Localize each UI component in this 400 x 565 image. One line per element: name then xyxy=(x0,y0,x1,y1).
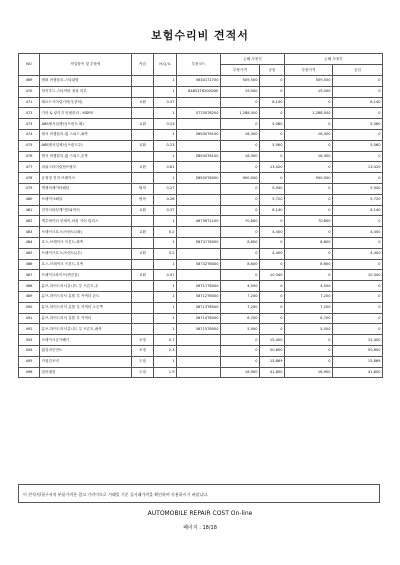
row-before-labor: 50,600 xyxy=(260,345,285,356)
table-row xyxy=(19,270,383,281)
row-no: 475 xyxy=(19,140,40,151)
row-hqs: 0.26 xyxy=(154,194,177,205)
row-part-code xyxy=(177,367,221,378)
row-hqs: 1 xyxy=(154,237,177,248)
row-no: 487 xyxy=(19,270,40,281)
row-after-parts-price: 4,500 xyxy=(285,281,333,292)
row-before-parts-price: 6,700 xyxy=(221,313,260,324)
row-item: 브레이크공기빼기 xyxy=(40,335,132,346)
row-before-parts-price: 0 xyxy=(221,183,260,194)
row-part-code: 58732T6000 xyxy=(177,259,221,270)
table-row xyxy=(19,237,383,248)
row-after-labor: 15,869 xyxy=(333,356,383,367)
row-after-parts-price: 8,600 xyxy=(285,237,333,248)
row-item: 호스-브레이크 프론트,좌측 xyxy=(40,237,132,248)
document-title: 보험수리비 견적서 xyxy=(151,29,249,42)
row-part-code xyxy=(177,248,221,259)
row-after-parts-price: 0 xyxy=(285,183,333,194)
row-part-code: 58712T6000 xyxy=(177,291,221,302)
row-after-labor: 41,800 xyxy=(333,367,383,378)
row-after-parts-price: 8,600 xyxy=(285,259,333,270)
row-after-labor: 0 xyxy=(333,129,383,140)
row-before-labor: 4,400 xyxy=(260,227,285,238)
row-after-parts-price: 0 xyxy=(285,194,333,205)
row-part-code: 58713T6000 xyxy=(177,302,221,313)
table-row xyxy=(19,227,383,238)
row-after-parts-price: 7,200 xyxy=(285,302,333,313)
row-after-labor: 8,140 xyxy=(333,205,383,216)
row-before-parts-price: 0 xyxy=(221,140,260,151)
row-no: 485 xyxy=(19,248,40,259)
row-no: 476 xyxy=(19,151,40,162)
row-before-labor: 15,400 xyxy=(260,335,285,346)
header-work: 작업 xyxy=(132,54,154,76)
row-no: 496 xyxy=(19,367,40,378)
row-part-code: 58711T6000 xyxy=(177,281,221,292)
row-after-labor: 5,940 xyxy=(333,183,383,194)
row-hqs: 0.23 xyxy=(154,119,177,130)
estimate-table-body xyxy=(19,76,383,378)
row-after-labor: 50,600 xyxy=(333,345,383,356)
row-hqs: 0.27 xyxy=(154,183,177,194)
row-after-parts-price: 0 xyxy=(285,345,333,356)
row-before-labor: 0 xyxy=(260,76,285,87)
table-row xyxy=(19,86,383,97)
row-hqs: 0.37 xyxy=(154,205,177,216)
row-no: 469 xyxy=(19,76,40,87)
row-work: 도장 xyxy=(132,367,154,378)
row-work xyxy=(132,237,154,248)
row-before-labor: 8,140 xyxy=(260,205,285,216)
row-part-code xyxy=(177,356,221,367)
row-no: 488 xyxy=(19,281,40,292)
row-before-parts-price: 70,800 xyxy=(221,216,260,227)
header-before-group: 손해 사정전 xyxy=(221,54,285,65)
row-item: 기어 & 링키지 어셈블리 - MDPS xyxy=(40,108,132,119)
row-before-parts-price: 7,200 xyxy=(221,302,260,313)
row-part-code xyxy=(177,162,221,173)
row-after-labor: 0 xyxy=(333,151,383,162)
row-before-labor: 5,720 xyxy=(260,194,285,205)
row-after-parts-price: 509,500 xyxy=(285,76,333,87)
row-work xyxy=(132,76,154,87)
row-part-code: 84852T6200DUE xyxy=(177,86,221,97)
row-before-parts-price: 0 xyxy=(221,356,260,367)
row-item: 전자식파킹케이블와이어 xyxy=(40,205,132,216)
row-part-code: 58930T6100 xyxy=(177,129,221,140)
row-item: 튜브-하이드라닉 유틀 투 커넥터 xyxy=(40,313,132,324)
table-row xyxy=(19,205,383,216)
table-row xyxy=(19,216,383,227)
table-row xyxy=(19,335,383,346)
row-part-code: 58940T6100 xyxy=(177,151,221,162)
row-before-labor: 0 xyxy=(260,313,285,324)
row-hqs: 1 xyxy=(154,76,177,87)
header-code: 부품코드 xyxy=(177,54,221,76)
row-work: 조정 xyxy=(132,335,154,346)
row-hqs: 1 xyxy=(154,129,177,140)
row-before-parts-price: 16,300 xyxy=(221,129,260,140)
row-no: 489 xyxy=(19,291,40,302)
header-after-labor: 공임 xyxy=(333,65,383,76)
row-before-labor: 0 xyxy=(260,281,285,292)
row-hqs: 2.3 xyxy=(154,345,177,356)
row-before-labor: 0 xyxy=(260,237,285,248)
row-item: 센서 어셈블리-휠 스피드,우측 xyxy=(40,151,132,162)
row-part-code: 58731T6000 xyxy=(177,237,221,248)
row-hqs: 1 xyxy=(154,313,177,324)
row-after-labor: 0 xyxy=(333,291,383,302)
row-item: ABS센서일체선(프런트우) xyxy=(40,140,132,151)
row-work xyxy=(132,281,154,292)
table-row xyxy=(19,259,383,270)
header-item: 작업항목 및 부품명 xyxy=(40,54,132,76)
row-after-labor: 0 xyxy=(333,76,383,87)
row-before-labor: 13,420 xyxy=(260,162,285,173)
row-hqs: 1 xyxy=(154,86,177,97)
row-after-parts-price: 0 xyxy=(285,248,333,259)
row-item: 파워스티어링펌프탈부 xyxy=(40,162,132,173)
row-part-code: 58500T6000 xyxy=(177,173,221,184)
row-hqs: 0.47 xyxy=(154,270,177,281)
table-row xyxy=(19,291,383,302)
row-after-parts-price: 19,000 xyxy=(285,86,333,97)
table-row xyxy=(19,119,383,130)
row-before-labor: 0 xyxy=(260,259,285,270)
row-item: 튜브-하이드라닉 유틀 투 커넥터 폰트 xyxy=(40,291,132,302)
row-before-labor: 0 xyxy=(260,302,285,313)
row-item: 브레이크호스(프런트)(좌) xyxy=(40,227,132,238)
row-before-parts-price: 0 xyxy=(221,205,260,216)
row-after-labor: 0 xyxy=(333,173,383,184)
row-item: 브레이크호스(프런트)(우) xyxy=(40,248,132,259)
row-before-labor: 15,869 xyxy=(260,356,285,367)
row-item: 레로드시어링기어(우현의) xyxy=(40,97,132,108)
row-work xyxy=(132,216,154,227)
row-work xyxy=(132,108,154,119)
row-after-labor: 13,420 xyxy=(333,162,383,173)
row-no: 486 xyxy=(19,259,40,270)
row-item: 휠얼라인먼트 xyxy=(40,345,132,356)
row-no: 495 xyxy=(19,356,40,367)
table-row xyxy=(19,194,383,205)
row-before-labor: 0 xyxy=(260,216,285,227)
row-before-parts-price: 0 xyxy=(221,227,260,238)
row-after-labor: 0 xyxy=(333,108,383,119)
row-after-parts-price: 16,300 xyxy=(285,129,333,140)
row-before-parts-price: 0 xyxy=(221,345,260,356)
row-part-code xyxy=(177,194,221,205)
row-before-labor: 0 xyxy=(260,86,285,97)
row-item: 범퍼 어셈블리-스타워범 xyxy=(40,76,132,87)
row-before-parts-price: 900,000 xyxy=(221,173,260,184)
row-item: 브레이크파이프(엔진룸) xyxy=(40,270,132,281)
row-after-labor: 5,060 xyxy=(333,119,383,130)
row-no: 473 xyxy=(19,119,40,130)
row-item: 호스-브레이크 프론트,우측 xyxy=(40,259,132,270)
row-part-code xyxy=(177,205,221,216)
row-work: 교환 xyxy=(132,162,154,173)
row-work: 조정 xyxy=(132,345,154,356)
row-part-code: 58715T6000 xyxy=(177,324,221,335)
row-hqs: 0.7 xyxy=(154,335,177,346)
row-no: 480 xyxy=(19,194,40,205)
row-after-labor: 5,060 xyxy=(333,140,383,151)
row-work xyxy=(132,151,154,162)
row-after-labor: 0 xyxy=(333,86,383,97)
row-item: 액셀러레이터페달 xyxy=(40,183,132,194)
row-work xyxy=(132,86,154,97)
row-hqs: 1 xyxy=(154,108,177,119)
row-after-parts-price: 5,000 xyxy=(285,324,333,335)
row-before-parts-price: 0 xyxy=(221,194,260,205)
header-after-group: 손해 사정후 xyxy=(285,54,383,65)
row-hqs: 1.9 xyxy=(154,367,177,378)
row-after-labor: 8,140 xyxy=(333,97,383,108)
row-after-labor: 5,720 xyxy=(333,194,383,205)
row-after-parts-price: 1,288,000 xyxy=(285,108,333,119)
table-row xyxy=(19,345,383,356)
row-before-labor: 0 xyxy=(260,151,285,162)
row-work xyxy=(132,173,154,184)
row-after-parts-price: 6,700 xyxy=(285,313,333,324)
row-item: 센서 어셈블리-휠 스피드,좌측 xyxy=(40,129,132,140)
row-before-labor: 0 xyxy=(260,291,285,302)
row-after-parts-price: 16,300 xyxy=(285,151,333,162)
row-no: 492 xyxy=(19,324,40,335)
row-no: 481 xyxy=(19,205,40,216)
row-after-labor: 0 xyxy=(333,324,383,335)
row-item: 튜브-하이드라닉 유틀 투 커넥터 오른쪽 xyxy=(40,302,132,313)
row-before-parts-price: 16,300 xyxy=(221,151,260,162)
table-row xyxy=(19,324,383,335)
row-after-labor: 4,400 xyxy=(333,227,383,238)
row-after-labor: 0 xyxy=(333,237,383,248)
row-hqs: 1 xyxy=(154,302,177,313)
table-row xyxy=(19,356,383,367)
row-after-parts-price: 0 xyxy=(285,162,333,173)
price-note: 이 견적서/청구서의 부품가격은 참고 가격이므로 거래일 기준 실거래가격을 확인하여 사용하시기 바랍니다. xyxy=(18,484,380,503)
table-row xyxy=(19,140,383,151)
row-work: 탈착 xyxy=(132,194,154,205)
row-after-labor: 0 xyxy=(333,259,383,270)
row-no: 472 xyxy=(19,108,40,119)
row-hqs: 1 xyxy=(154,281,177,292)
table-row xyxy=(19,248,383,259)
row-part-code: 57700T6200 xyxy=(177,108,221,119)
row-item: 튜브-하이드라닉유니트 투 프론트,우 xyxy=(40,281,132,292)
row-after-labor: 0 xyxy=(333,313,383,324)
row-no: 493 xyxy=(19,335,40,346)
row-no: 490 xyxy=(19,302,40,313)
row-item: 브레이크페달 xyxy=(40,194,132,205)
row-work xyxy=(132,302,154,313)
row-hqs: 0.23 xyxy=(154,140,177,151)
row-hqs: 1 xyxy=(154,173,177,184)
row-before-parts-price: 0 xyxy=(221,248,260,259)
row-work: 교환 xyxy=(132,270,154,281)
table-row xyxy=(19,76,383,87)
row-no: 483 xyxy=(19,227,40,238)
row-no: 479 xyxy=(19,183,40,194)
row-no: 478 xyxy=(19,173,40,184)
row-before-parts-price: 19,000 xyxy=(221,86,260,97)
table-row xyxy=(19,173,383,184)
row-before-parts-price: 0 xyxy=(221,97,260,108)
table-row xyxy=(19,281,383,292)
row-before-labor: 0 xyxy=(260,173,285,184)
row-after-labor: 10,340 xyxy=(333,270,383,281)
row-before-parts-price: 5,000 xyxy=(221,324,260,335)
row-hqs: 0.2 xyxy=(154,248,177,259)
row-after-parts-price: 0 xyxy=(285,119,333,130)
header-no: NO xyxy=(19,54,40,76)
row-after-parts-price: 0 xyxy=(285,270,333,281)
row-part-code xyxy=(177,97,221,108)
row-before-parts-price: 0 xyxy=(221,270,260,281)
row-work: 도장 xyxy=(132,356,154,367)
row-before-parts-price: 0 xyxy=(221,162,260,173)
row-work: 교환 xyxy=(132,205,154,216)
row-after-parts-price: 900,000 xyxy=(285,173,333,184)
table-row xyxy=(19,151,383,162)
row-work xyxy=(132,129,154,140)
row-part-code: 46756T1100 xyxy=(177,216,221,227)
row-work: 교환 xyxy=(132,140,154,151)
row-work xyxy=(132,291,154,302)
row-part-code: 58714T6000 xyxy=(177,313,221,324)
table-row xyxy=(19,313,383,324)
row-item: 동절형 전자 브레이크 xyxy=(40,173,132,184)
row-after-parts-price: 0 xyxy=(285,335,333,346)
footer-label: AUTOMOBILE REPAIR COST On-line xyxy=(147,510,253,517)
row-item: 하이우드-스타이버 절성 하부 xyxy=(40,86,132,97)
row-item: ABS센서일체선(프런트 좌) xyxy=(40,119,132,130)
row-after-labor: 15,400 xyxy=(333,335,383,346)
row-after-labor: 0 xyxy=(333,302,383,313)
row-after-parts-price: 0 xyxy=(285,205,333,216)
row-hqs: 1 xyxy=(154,151,177,162)
estimate-table xyxy=(18,53,383,378)
row-after-parts-price: 16,900 xyxy=(285,367,333,378)
row-before-labor: 0 xyxy=(260,108,285,119)
row-item: 튜브-하이드라닉유니트 투 프론트,좌측 xyxy=(40,324,132,335)
header-after-parts-price: 부품가격 xyxy=(285,65,333,76)
row-before-labor: 5,940 xyxy=(260,183,285,194)
row-before-parts-price: 509,500 xyxy=(221,76,260,87)
row-hqs: 1 xyxy=(154,291,177,302)
row-part-code xyxy=(177,140,221,151)
row-hqs: 0.61 xyxy=(154,162,177,173)
row-after-labor: 4,400 xyxy=(333,248,383,259)
row-before-labor: 8,140 xyxy=(260,97,285,108)
row-hqs: 1 xyxy=(154,259,177,270)
row-work: 교환 xyxy=(132,227,154,238)
table-row xyxy=(19,108,383,119)
row-before-parts-price: 16,900 xyxy=(221,367,260,378)
row-work: 교환 xyxy=(132,119,154,130)
row-item: 가열건조비 xyxy=(40,356,132,367)
row-before-labor: 5,060 xyxy=(260,119,285,130)
row-before-parts-price: 7,200 xyxy=(221,291,260,302)
row-work: 탈착 xyxy=(132,183,154,194)
row-part-code: 56301T1700 xyxy=(177,76,221,87)
page-number: 페이지 : 18/18 xyxy=(183,525,217,531)
row-no: 477 xyxy=(19,162,40,173)
row-before-parts-price: 0 xyxy=(221,335,260,346)
row-no: 471 xyxy=(19,97,40,108)
row-no: 474 xyxy=(19,129,40,140)
row-before-parts-price: 0 xyxy=(221,119,260,130)
row-work xyxy=(132,324,154,335)
row-part-code xyxy=(177,119,221,130)
row-after-parts-price: 0 xyxy=(285,140,333,151)
row-no: 491 xyxy=(19,313,40,324)
row-work: 교환 xyxy=(132,248,154,259)
row-after-parts-price: 7,200 xyxy=(285,291,333,302)
row-after-parts-price: 0 xyxy=(285,227,333,238)
table-row xyxy=(19,129,383,140)
row-no: 482 xyxy=(19,216,40,227)
table-row xyxy=(19,183,383,194)
row-work xyxy=(132,313,154,324)
row-hqs: 1 xyxy=(154,356,177,367)
header-before-parts-price: 부품가격 xyxy=(221,65,260,76)
table-row xyxy=(19,302,383,313)
row-before-labor: 4,400 xyxy=(260,248,285,259)
row-before-labor: 41,800 xyxy=(260,367,285,378)
header-before-labor: 공임 xyxy=(260,65,285,76)
row-before-parts-price: 1,288,000 xyxy=(221,108,260,119)
header-hqs: H,Q,% xyxy=(154,54,177,76)
row-work: 교환 xyxy=(132,97,154,108)
row-work xyxy=(132,259,154,270)
table-row xyxy=(19,367,383,378)
row-before-parts-price: 8,600 xyxy=(221,237,260,248)
row-before-labor: 0 xyxy=(260,129,285,140)
row-hqs: 1 xyxy=(154,324,177,335)
row-after-parts-price: 0 xyxy=(285,356,333,367)
row-after-parts-price: 0 xyxy=(285,97,333,108)
row-before-labor: 5,060 xyxy=(260,140,285,151)
row-part-code xyxy=(177,183,221,194)
row-after-labor: 0 xyxy=(333,281,383,292)
row-item: 액추에이터 앗세이-파킹 기어 릴리스 xyxy=(40,216,132,227)
row-after-labor: 0 xyxy=(333,216,383,227)
row-no: 484 xyxy=(19,237,40,248)
row-part-code xyxy=(177,335,221,346)
row-before-labor: 10,340 xyxy=(260,270,285,281)
row-before-parts-price: 8,600 xyxy=(221,259,260,270)
row-before-parts-price: 4,500 xyxy=(221,281,260,292)
table-row xyxy=(19,162,383,173)
row-part-code xyxy=(177,270,221,281)
row-item: 컬러매칭 xyxy=(40,367,132,378)
row-before-labor: 0 xyxy=(260,324,285,335)
row-hqs: 1 xyxy=(154,216,177,227)
row-no: 470 xyxy=(19,86,40,97)
row-hqs: 0.2 xyxy=(154,227,177,238)
row-after-parts-price: 70,800 xyxy=(285,216,333,227)
row-part-code xyxy=(177,345,221,356)
row-part-code xyxy=(177,227,221,238)
row-no: 494 xyxy=(19,345,40,356)
table-row xyxy=(19,97,383,108)
row-hqs: 0.37 xyxy=(154,97,177,108)
